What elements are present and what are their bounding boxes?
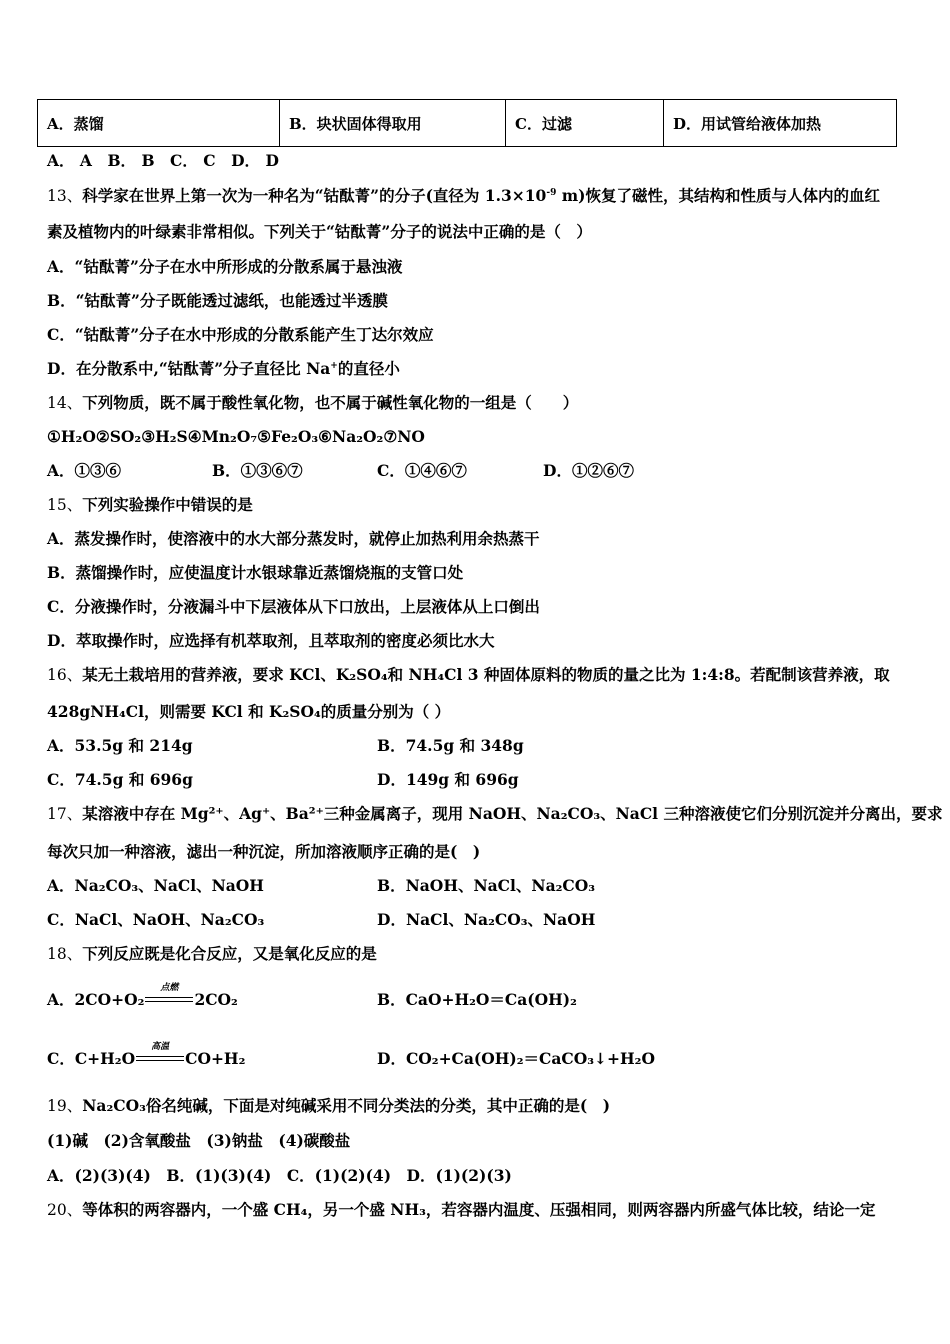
reaction-condition-arrow (136, 1042, 184, 1069)
table-cell-c: C．过滤 (506, 100, 664, 147)
q14-option-a: A．①③⑥ (47, 461, 122, 480)
equals-bar-bottom (136, 1060, 184, 1061)
q20-stem-text: 等体积的两容器内，一个盛 CH₄，另一个盛 NH₃，若容器内温度、压强相同，则两容器内所盛气体比较，结论一定 (82, 1200, 876, 1219)
q18-option-d: D．CO₂+Ca(OH)₂＝CaCO₃↓+H₂O (377, 1049, 655, 1068)
q17-number: 17、 (47, 805, 83, 823)
q14-stem (47, 393, 578, 413)
q15-stem (47, 495, 253, 515)
q16-stem-line2: 428gNH₄Cl，则需要 KCl 和 K₂SO₄的质量分别为（ ） (47, 702, 451, 721)
q13-option-d-part1: D．在分散系中,“钴酞菁”分子直径比 Na (47, 359, 331, 378)
q16-stem-line1-text: 某无土栽培用的营养液，要求 KCl、K₂SO₄和 NH₄Cl 3 种固体原料的物质的量之比为 1:4:8。若配制该营养液，取 (82, 665, 890, 684)
q17-stem-line1-text: 某溶液中存在 Mg²⁺、Ag⁺、Ba²⁺三种金属离子，现用 NaOH、Na₂CO₃、NaCl 三种溶液使它们分别沉淀并分离出，要求 (82, 804, 943, 823)
q16-option-a: A．53.5g 和 214g (47, 736, 193, 755)
condition-label: 点燃 (160, 983, 179, 993)
q16-number: 16、 (47, 666, 83, 684)
q15-option-b: B．蒸馏操作时，应使温度计水银球靠近蒸馏烧瓶的支管口处 (47, 563, 464, 582)
q18-option-a (47, 983, 238, 1010)
q18-option-b: B．CaO+H₂O＝Ca(OH)₂ (377, 990, 577, 1009)
q13-option-d-sup: + (330, 361, 338, 371)
q18-option-a-left: A．2CO+O₂ (47, 990, 145, 1009)
q18-number: 18、 (47, 945, 83, 963)
q19-stem (47, 1096, 610, 1116)
q14-stem-text: 下列物质，既不属于酸性氧化物，也不属于碱性氧化物的一组是（ ） (82, 393, 579, 412)
q15-option-d: D．萃取操作时，应选择有机萃取剂，且萃取剂的密度必须比水大 (47, 631, 495, 650)
q13-option-d-part2: 的直径小 (337, 359, 400, 378)
q20-stem (47, 1200, 875, 1220)
q12-answers: A． A B． B C． C D． D (47, 151, 279, 170)
table-cell-b: B．块状固体得取用 (280, 100, 506, 147)
q14-option-b: B．①③⑥⑦ (212, 461, 303, 480)
q13-stem-part2: m)恢复了磁性，其结构和性质与人体内的血红 (556, 186, 880, 205)
q13-stem-line2: 素及植物内的叶绿素非常相似。下列关于“钴酞菁”分子的说法中正确的是（ ） (47, 222, 592, 241)
q18-stem-text: 下列反应既是化合反应，又是氧化反应的是 (82, 944, 377, 963)
q17-option-c: C．NaCl、NaOH、Na₂CO₃ (47, 910, 265, 929)
q15-stem-text: 下列实验操作中错误的是 (82, 495, 253, 514)
q19-number: 19、 (47, 1097, 83, 1115)
condition-label: 高温 (151, 1042, 170, 1052)
q15-option-a: A．蒸发操作时，使溶液中的水大部分蒸发时，就停止加热利用余热蒸干 (47, 529, 540, 548)
q13-stem-part1: 科学家在世界上第一次为一种名为“钴酞菁”的分子(直径为 1.3×10 (82, 186, 547, 205)
q14-option-d: D．①②⑥⑦ (543, 461, 634, 480)
q19-stem-text: Na₂CO₃俗名纯碱，下面是对纯碱采用不同分类法的分类，其中正确的是( ) (82, 1096, 611, 1115)
q17-stem-line2: 每次只加一种溶液，滤出一种沉淀，所加溶液顺序正确的是( ) (47, 842, 481, 861)
q13-option-a: A．“钴酞菁”分子在水中所形成的分散系属于悬浊液 (47, 257, 403, 276)
q13-stem-line1 (47, 186, 880, 206)
q13-option-b: B．“钴酞菁”分子既能透过滤纸，也能透过半透膜 (47, 291, 388, 310)
q13-exponent: -9 (546, 188, 557, 198)
q15-number: 15、 (47, 496, 83, 514)
q17-option-d: D．NaCl、Na₂CO₃、NaOH (377, 910, 596, 929)
q16-option-b: B．74.5g 和 348g (377, 736, 524, 755)
q14-option-c: C．①④⑥⑦ (377, 461, 467, 480)
table-row (38, 100, 897, 147)
equals-bar-top (145, 997, 193, 998)
equals-bar-top (136, 1056, 184, 1057)
q14-items: ①H₂O②SO₂③H₂S④Mn₂O₇⑤Fe₂O₃⑥Na₂O₂⑦NO (47, 427, 425, 446)
table-cell-d: D．用试管给液体加热 (664, 100, 897, 147)
equals-bar-bottom (145, 1001, 193, 1002)
q20-number: 20、 (47, 1201, 83, 1219)
q15-option-c: C．分液操作时，分液漏斗中下层液体从下口放出，上层液体从上口倒出 (47, 597, 540, 616)
q18-option-a-right: 2CO₂ (194, 990, 238, 1009)
q18-option-c-left: C．C+H₂O (47, 1049, 136, 1068)
q13-option-c: C．“钴酞菁”分子在水中形成的分散系能产生丁达尔效应 (47, 325, 434, 344)
q19-answers: A．(2)(3)(4) B．(1)(3)(4) C．(1)(2)(4) D．(1)(2)(3) (47, 1166, 512, 1185)
q13-option-d (47, 359, 400, 379)
q13-number: 13、 (47, 187, 83, 205)
apparatus-options-table (37, 99, 897, 147)
q17-option-a: A．Na₂CO₃、NaCl、NaOH (47, 876, 264, 895)
q16-option-d: D．149g 和 696g (377, 770, 519, 789)
q17-stem-line1 (47, 804, 942, 824)
q16-option-c: C．74.5g 和 696g (47, 770, 193, 789)
q18-stem (47, 944, 377, 964)
reaction-condition-arrow (145, 983, 193, 1010)
q18-option-c-right: CO+H₂ (185, 1049, 246, 1068)
q18-option-c (47, 1042, 246, 1069)
table-cell-a: A．蒸馏 (38, 100, 280, 147)
q16-stem-line1 (47, 665, 890, 685)
q14-number: 14、 (47, 394, 83, 412)
q17-option-b: B．NaOH、NaCl、Na₂CO₃ (377, 876, 596, 895)
q19-items: (1)碱 (2)含氧酸盐 (3)钠盐 (4)碳酸盐 (47, 1131, 351, 1150)
